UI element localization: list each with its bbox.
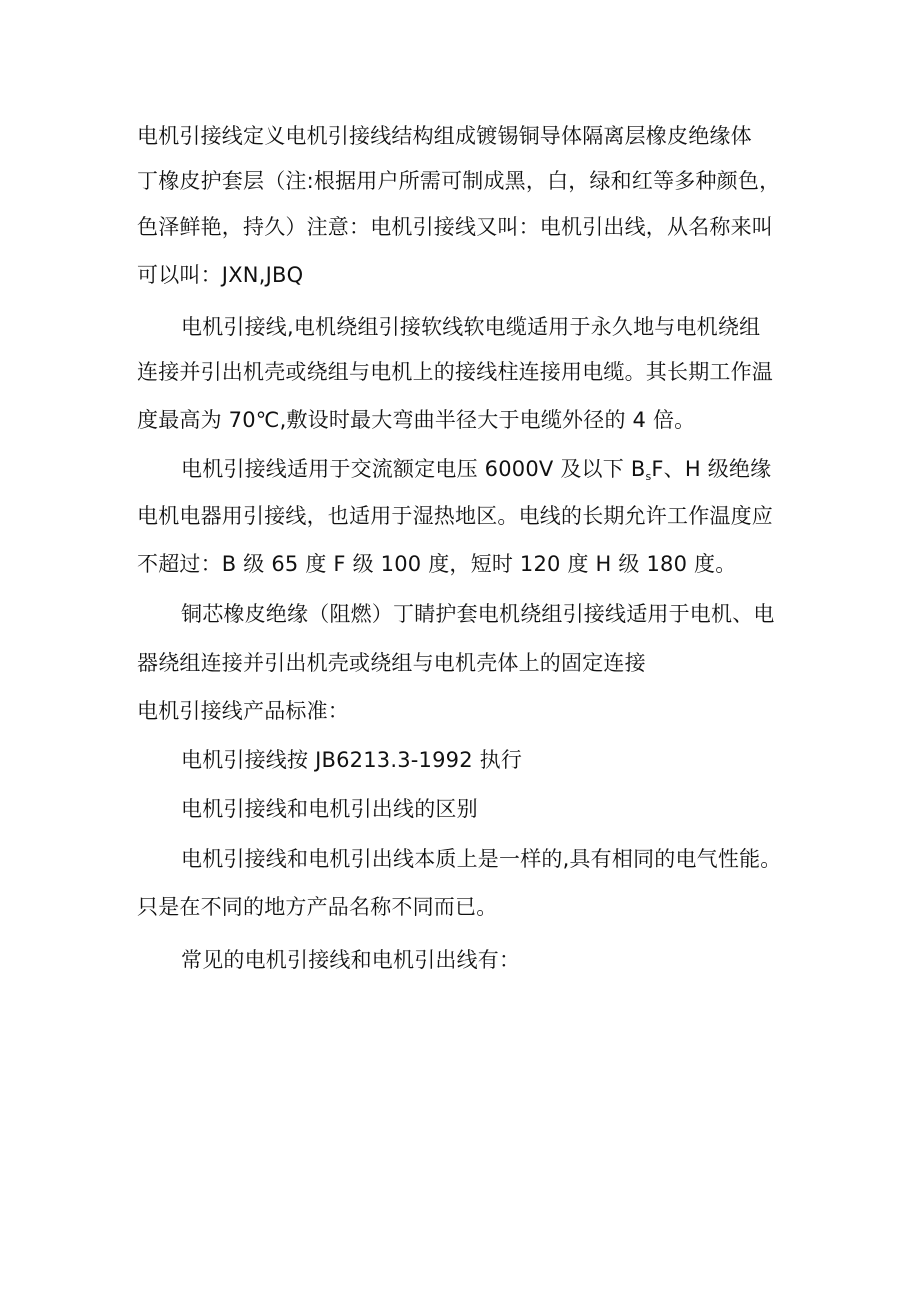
common-heading: 常见的电机引接线和电机引出线有： (181, 948, 521, 972)
paragraph-1-line-1: 电机引接线定义电机引接线结构组成镀锡铜导体隔离层橡皮绝缘体 (137, 124, 752, 148)
paragraph-3-line-1-tail: F、H 级绝缘 (651, 457, 772, 481)
paragraph-2-line-3: 度最高为 70℃,敷设时最大弯曲半径大于电缆外径的 4 倍。 (137, 408, 696, 432)
paragraph-4-line-2: 器绕组连接并引出机壳或绕组与电机壳体上的固定连接 (137, 651, 646, 675)
paragraph-1-line-3: 色泽鲜艳，持久）注意：电机引接线又叫：电机引出线，从名称来叫 (137, 215, 773, 239)
paragraph-3-line-2: 电机电器用引接线，也适用于湿热地区。电线的长期允许工作温度应 (137, 504, 773, 528)
paragraph-3-line-3: 不超过：B 级 65 度 F 级 100 度，短时 120 度 H 级 180 度。 (137, 552, 737, 576)
paragraph-2-line-1: 电机引接线,电机绕组引接软线软电缆适用于永久地与电机绕组 (181, 315, 761, 339)
standard-heading: 电机引接线产品标准： (137, 699, 349, 723)
paragraph-5-line-2: 只是在不同的地方产品名称不同而已。 (137, 895, 498, 919)
paragraph-5-line-1: 电机引接线和电机引出线本质上是一样的,具有相同的电气性能。 (181, 847, 782, 871)
difference-heading: 电机引接线和电机引出线的区别 (181, 797, 478, 821)
paragraph-2-line-2: 连接并引出机壳或绕组与电机上的接线柱连接用电缆。其长期工作温 (137, 360, 773, 384)
paragraph-1-line-2: 丁橡皮护套层（注:根据用户所需可制成黑，白，绿和红等多种颜色， (137, 169, 781, 193)
subscript-s: s (645, 470, 652, 483)
paragraph-4-line-1: 铜芯橡皮绝缘（阻燃）丁睛护套电机绕组引接线适用于电机、电 (181, 602, 775, 626)
paragraph-1-line-4: 可以叫：JXN,JBQ (137, 263, 304, 287)
paragraph-3-line-1 (181, 455, 771, 491)
paragraph-3-line-1-text: 电机引接线适用于交流额定电压 6000V 及以下 B (181, 457, 646, 481)
standard-text: 电机引接线按 JB6213.3-1992 执行 (181, 748, 523, 772)
